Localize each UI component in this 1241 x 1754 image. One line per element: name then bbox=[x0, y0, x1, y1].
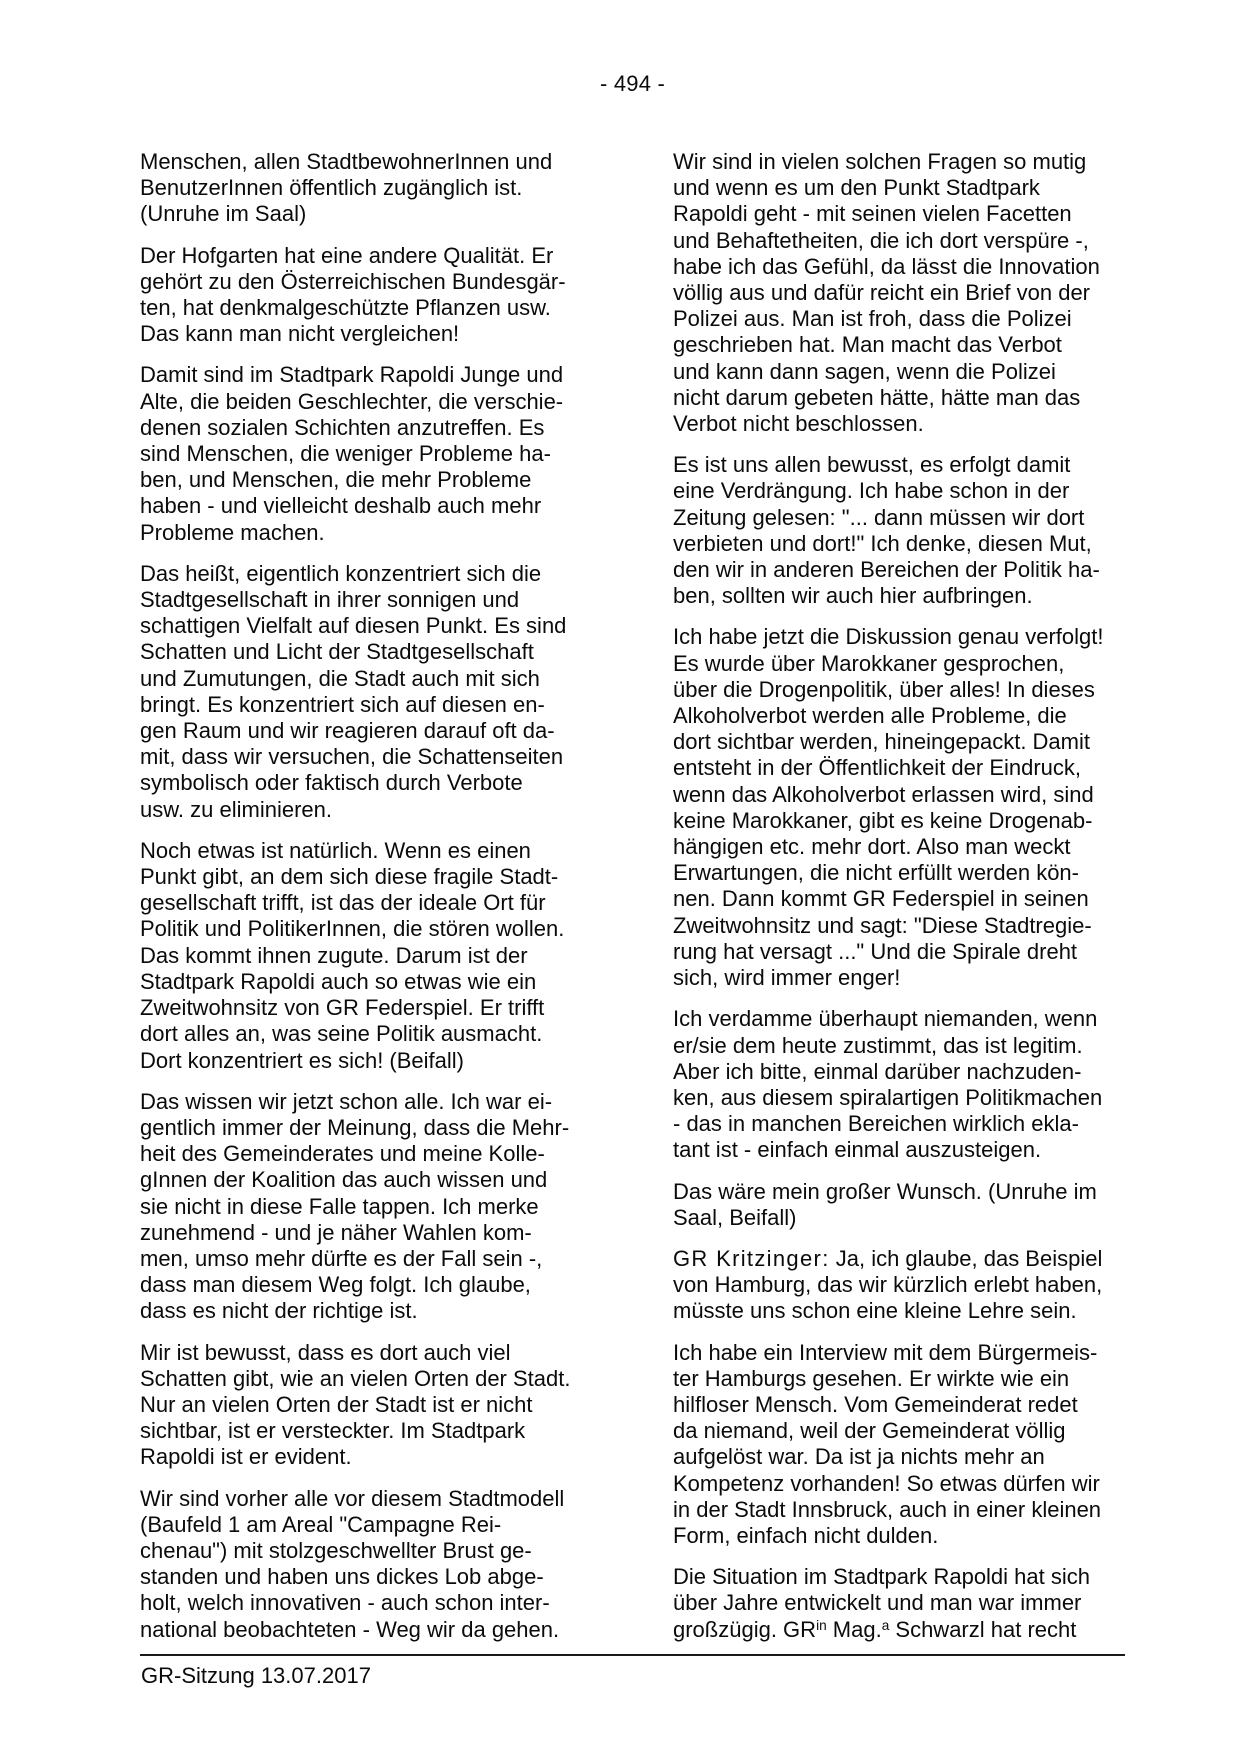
text-segment: Mag. bbox=[826, 1616, 882, 1642]
paragraph: Der Hofgarten hat eine andere Qualität. Er gehört zu den Österreichischen Bundesgär- ten, hat denkmalgeschützte Pflanzen usw. Das kann man nicht vergleichen! bbox=[140, 242, 566, 347]
paragraph: Wir sind vorher alle vor diesem Stadtmodell (Baufeld 1 am Areal "Campagne Rei- chenau") mit stolzgeschwellter Brust ge- standen und haben uns dickes Lob abge- holt, welch innovativen - auch schon inter- national beobachteten - Weg wir da gehen. bbox=[140, 1485, 565, 1642]
paragraph: Noch etwas ist natürlich. Wenn es einen Punkt gibt, an dem sich diese fragile Stadt- gesellschaft trifft, ist das der ideale Ort für Politik und PolitikerInnen, die stören wollen. Das kommt ihnen zugute. Darum ist der Stadtpark Rapoldi auch so etwas wie ein Zweitwohnsitz von GR Federspiel. Er trifft dort alles an, was seine Politik ausmacht. Dort konzentriert es sich! (Beifall) bbox=[140, 837, 565, 1073]
superscript-text: a bbox=[881, 1618, 890, 1634]
paragraph: Ich habe jetzt die Diskussion genau verfolgt! Es wurde über Marokkaner gesprochen, über die Drogenpolitik, über alles! In dieses Alkoholverbot werden alle Probleme, die dort sichtbar werden, hineingepackt. Damit entsteht in der Öffentlichkeit der Eindruck, wenn das Alkoholverbot erlassen wird, sind keine Marokkaner, gibt es keine Drogenab- hängigen etc. mehr dort. Also man weckt Erwartungen, die nicht erfüllt werden kön- nen. Dann kommt GR Federspiel in seinen Zweitwohnsitz und sagt: "Diese Stadtregie- rung hat versagt ..." Und die Spirale dreht sich, wird immer enger! bbox=[673, 624, 1104, 991]
paragraph: Die Situation im Stadtpark Rapoldi hat sich über Jahre entwickelt und man war immer großzügig. $GR^{in}$ Mag.$^a$ Schwarzl hat recht bbox=[673, 1564, 1090, 1642]
paragraph: Das wissen wir jetzt schon alle. Ich war ei- gentlich immer der Meinung, dass die Mehr- heit des Gemeinderates und meine Kolle- gInnen der Koalition das auch wissen und sie nicht in diese Falle tappen. Ich merke zunehmend - und je näher Wahlen kom- men, umso mehr dürfte es der Fall sein -, dass man diesem Weg folgt. Ich glaube, dass es nicht der richtige ist. bbox=[140, 1088, 570, 1324]
text-segment: großzügig. GR bbox=[673, 1616, 817, 1642]
paragraph: Damit sind im Stadtpark Rapoldi Junge und Alte, die beiden Geschlechter, die verschie- denen sozialen Schichten anzutreffen. Es sind Menschen, die weniger Probleme ha- ben, und Menschen, die mehr Probleme haben - und vielleicht deshalb auch mehr Probleme machen. bbox=[140, 362, 564, 545]
paragraph: Es ist uns allen bewusst, es erfolgt damit eine Verdrängung. Ich habe schon in der Zeitung gelesen: "... dann müssen wir dort verbieten und dort!" Ich denke, diesen Mut, den wir in anderen Bereichen der Politik ha- ben, sollten wir auch hier aufbringen. bbox=[673, 452, 1100, 609]
text-segment: Schwarzl hat recht bbox=[889, 1616, 1077, 1642]
superscript-text: in bbox=[816, 1618, 827, 1634]
left-column bbox=[140, 149, 670, 1658]
speaker-name: GR Kritzinger: bbox=[673, 1245, 830, 1271]
page-number: - 494 - bbox=[599, 71, 666, 96]
paragraph: Wir sind in vielen solchen Fragen so mutig und wenn es um den Punkt Stadtpark Rapoldi geht - mit seinen vielen Facetten und Behaftetheiten, die ich dort verspüre -, habe ich das Gefühl, da lässt die Innovation völlig aus und dafür reicht ein Brief von der Polizei aus. Man ist froh, dass die Polizei geschrieben hat. Man macht das Verbot und kann dann sagen, wenn die Polizei nicht darum gebeten hätte, hätte man das Verbot nicht beschlossen. bbox=[673, 149, 1100, 437]
paragraph: Mir ist bewusst, dass es dort auch viel Schatten gibt, wie an vielen Orten der Stadt. Nur an vielen Orten der Stadt ist er nicht sichtbar, ist er versteckter. Im Stadtpark Rapoldi ist er evident. bbox=[140, 1339, 571, 1470]
paragraph: Ich habe ein Interview mit dem Bürgermeis- ter Hamburgs gesehen. Er wirkte wie ein hilfloser Mensch. Vom Gemeinderat redet da niemand, weil der Gemeinderat völlig aufgelöst war. Da ist ja nichts mehr an Kompetenz vorhanden! So etwas dürfen wir in der Stadt Innsbruck, auch in einer kleinen Form, einfach nicht dulden. bbox=[673, 1339, 1102, 1548]
paragraph: Das heißt, eigentlich konzentriert sich die Stadtgesellschaft in ihrer sonnigen und schattigen Vielfalt auf diesen Punkt. Es sind Schatten und Licht der Stadtgesellschaft und Zumutungen, die Stadt auch mit sich bringt. Es konzentriert sich auf diesen en- gen Raum und wir reagieren darauf oft da- mit, dass wir versuchen, die Schattenseiten symbolisch oder faktisch durch Verbote usw. zu eliminieren. bbox=[140, 560, 567, 822]
text-segment: Ja, ich glaube, das Beispiel bbox=[829, 1245, 1103, 1271]
paragraph: Menschen, allen StadtbewohnerInnen und BenutzerInnen öffentlich zugänglich ist. (Unruhe im Saal) bbox=[140, 149, 553, 227]
paragraph: Das wäre mein großer Wunsch. (Unruhe im Saal, Beifall) bbox=[673, 1178, 1097, 1230]
paragraph: Ich verdamme überhaupt niemanden, wenn er/sie dem heute zustimmt, das ist legitim. Aber ich bitte, einmal darüber nachzuden- ken, aus diesem spiralartigen Politikmachen - das in manchen Bereichen wirklich ekla- tant ist - einfach einmal auszusteigen. bbox=[673, 1006, 1103, 1163]
footer-divider bbox=[140, 1654, 1125, 1656]
right-column bbox=[673, 149, 1233, 1658]
paragraph: GR Kritzinger: Ja, ich glaube, das Beispiel von Hamburg, das wir kürzlich erlebt haben, müsste uns schon eine kleine Lehre sein. bbox=[673, 1245, 1103, 1324]
footer-session-label: GR-Sitzung 13.07.2017 bbox=[141, 1663, 371, 1688]
